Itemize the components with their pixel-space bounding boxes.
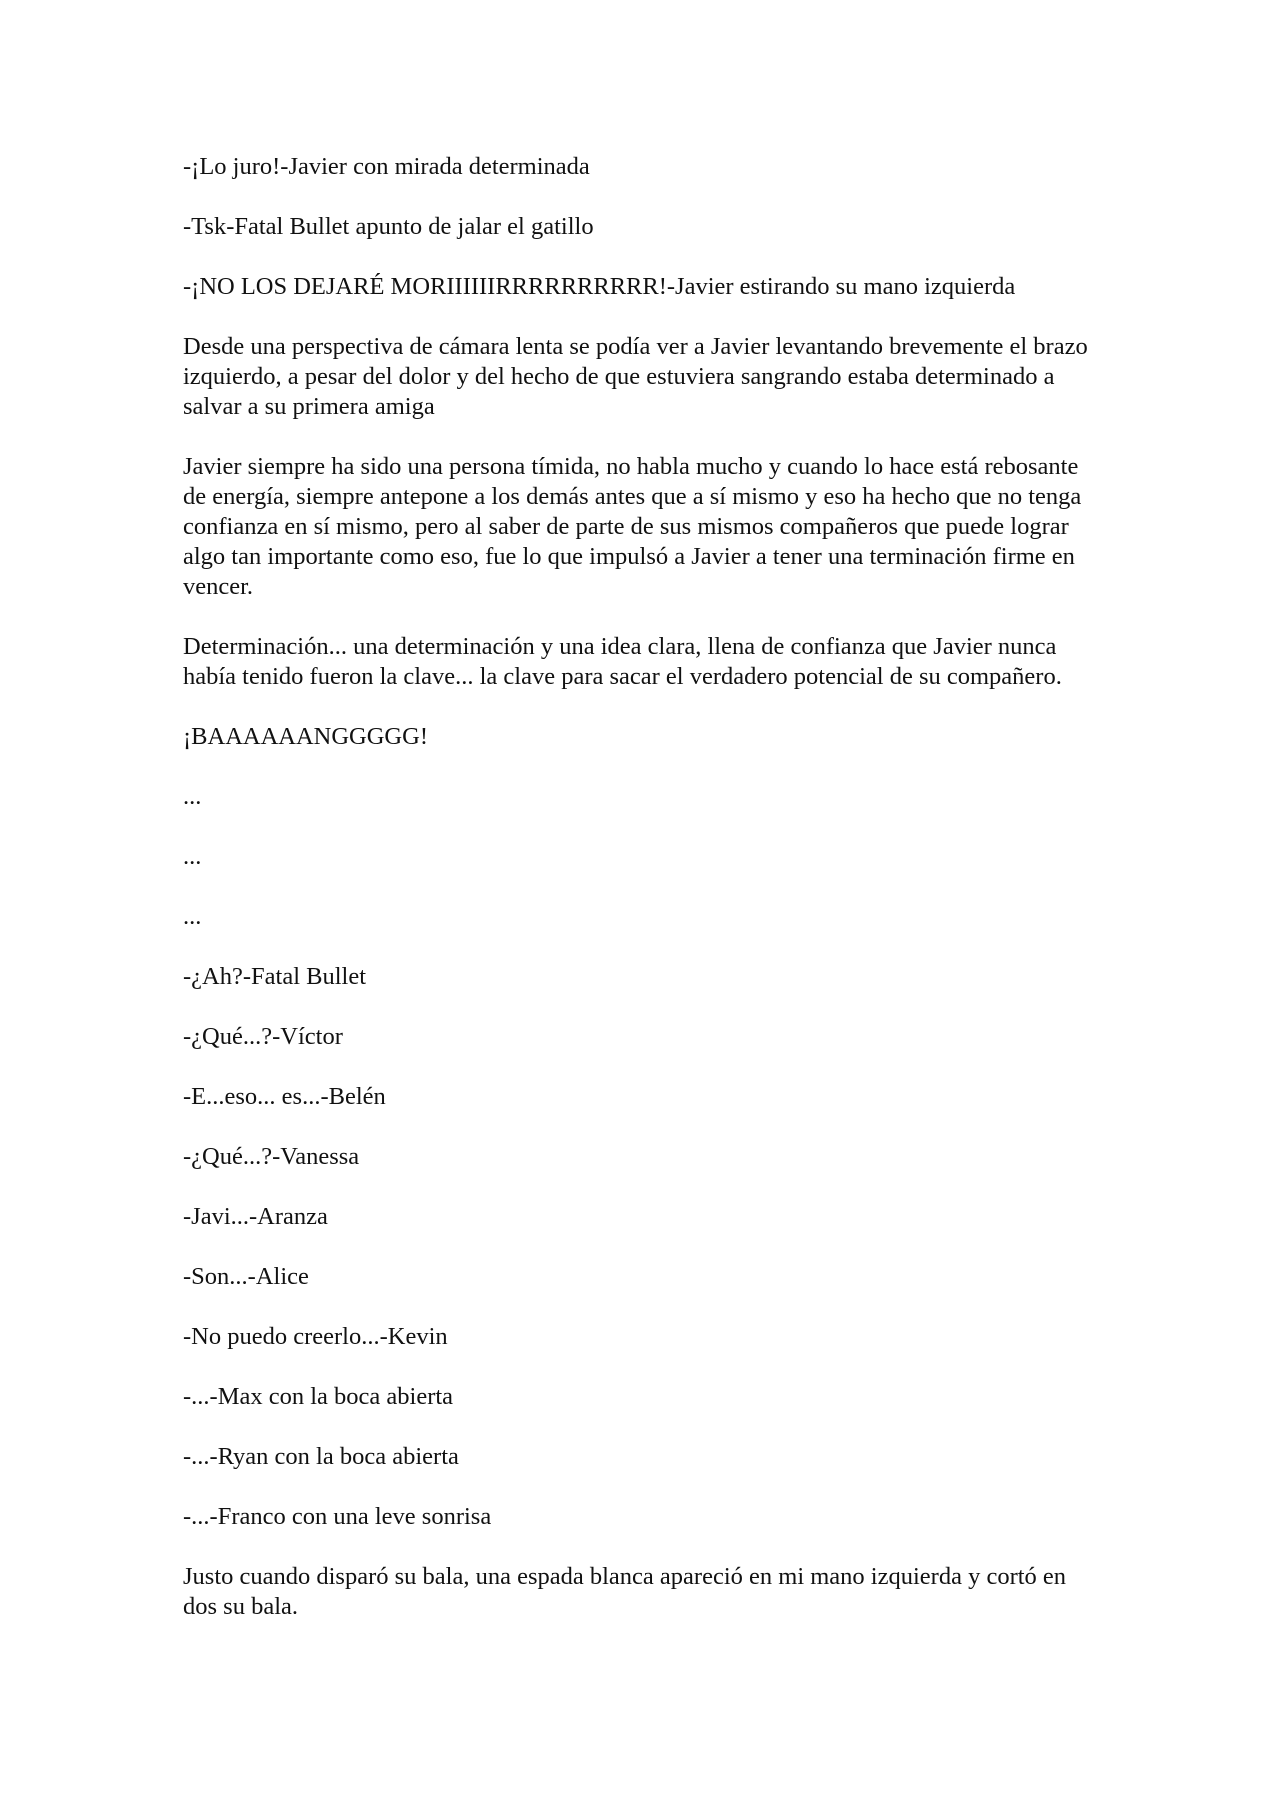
paragraph-19: -...-Ryan con la boca abierta (183, 1443, 459, 1470)
paragraph-3: -¡NO LOS DEJARÉ MORIIIIIIRRRRRRRRRR!-Javier estirando su mano izquierda (183, 273, 1016, 300)
paragraph-20: -...-Franco con una leve sonrisa (183, 1503, 492, 1530)
paragraph-9: ... (183, 843, 202, 870)
paragraph-10: ... (183, 903, 202, 930)
paragraph-14: -¿Qué...?-Vanessa (183, 1143, 360, 1170)
paragraph-6: Determinación... una determinación y una idea clara, llena de confianza que Javier nunca había tenido fueron la clave... la clave para sacar el verdadero potencial de su compañero. (183, 633, 1062, 690)
paragraph-4: Desde una perspectiva de cámara lenta se podía ver a Javier levantando brevemente el brazo izquierdo, a pesar del dolor y del hecho de que estuviera sangrando estaba determinado a salvar a su primera amiga (183, 333, 1088, 420)
paragraph-2: -Tsk-Fatal Bullet apunto de jalar el gatillo (183, 213, 594, 240)
paragraph-11: -¿Ah?-Fatal Bullet (183, 963, 367, 990)
paragraph-7: ¡BAAAAAANGGGGG! (183, 723, 428, 750)
paragraph-13: -E...eso... es...-Belén (183, 1083, 386, 1110)
paragraph-15: -Javi...-Aranza (183, 1203, 328, 1230)
paragraph-21: Justo cuando disparó su bala, una espada blanca apareció en mi mano izquierda y cortó en dos su bala. (183, 1563, 1067, 1620)
paragraph-8: ... (183, 783, 202, 810)
document-body (183, 152, 1103, 1652)
paragraph-16: -Son...-Alice (183, 1263, 309, 1290)
paragraph-18: -...-Max con la boca abierta (183, 1383, 454, 1410)
paragraph-17: -No puedo creerlo...-Kevin (183, 1323, 448, 1350)
paragraph-1: -¡Lo juro!-Javier con mirada determinada (183, 153, 590, 180)
paragraph-12: -¿Qué...?-Víctor (183, 1023, 343, 1050)
paragraph-5: Javier siempre ha sido una persona tímida, no habla mucho y cuando lo hace está rebosante de energía, siempre antepone a los demás antes que a sí mismo y eso ha hecho que no tenga confianza en sí mismo, pero al saber de parte de sus mismos compañeros que puede lograr algo tan importante como eso, fue lo que impulsó a Javier a tener una terminación firme en vencer. (183, 453, 1082, 600)
